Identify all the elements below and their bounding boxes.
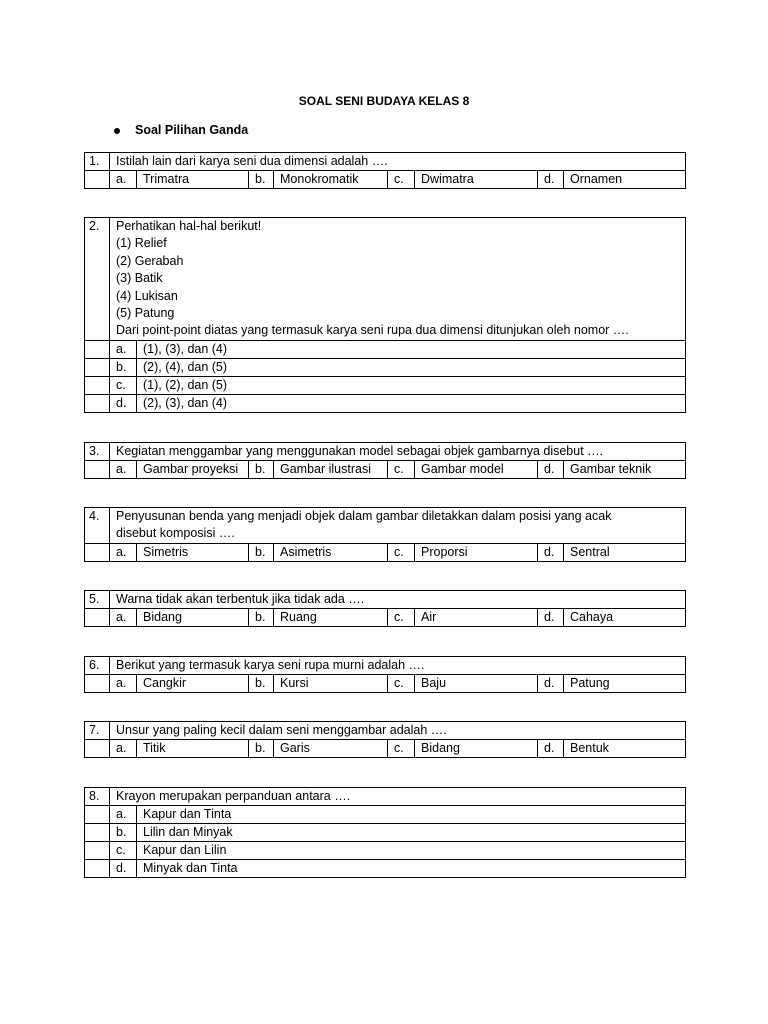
question-text: Penyusunan benda yang menjadi objek dalam gambar diletakkan dalam posisi yang acak disebut komposisi ….	[110, 508, 686, 544]
option-text: Bidang	[415, 740, 538, 758]
question-6	[84, 656, 686, 693]
option-letter: b.	[249, 461, 274, 479]
question-8	[84, 787, 686, 878]
question-number: 5.	[85, 591, 110, 609]
question-number: 7.	[85, 722, 110, 740]
option-text: Titik	[137, 740, 249, 758]
question-text-line: Perhatikan hal-hal berikut!	[116, 219, 262, 233]
option-text: Cangkir	[137, 675, 249, 693]
option-text: Minyak dan Tinta	[137, 860, 686, 878]
option-letter: a.	[110, 609, 137, 627]
option-letter: d.	[110, 394, 137, 412]
option-text: (1), (3), dan (4)	[137, 340, 686, 358]
option-text: Garis	[274, 740, 388, 758]
option-text: Bidang	[137, 609, 249, 627]
question-1	[84, 152, 686, 189]
option-text: (2), (4), dan (5)	[137, 358, 686, 376]
question-number: 4.	[85, 508, 110, 544]
option-letter: a.	[110, 171, 137, 189]
option-letter: c.	[388, 543, 415, 561]
question-text-line: (2) Gerabah	[116, 253, 184, 268]
question-number: 8.	[85, 788, 110, 806]
option-letter: b.	[249, 740, 274, 758]
question-text-line: Dari point-point diatas yang termasuk karya seni rupa dua dimensi ditunjukan oleh nomor ….	[116, 323, 629, 338]
option-text: Lilin dan Minyak	[137, 824, 686, 842]
option-letter: d.	[538, 171, 564, 189]
question-text-line: (4) Lukisan	[116, 288, 178, 303]
question-text-line: (5) Patung	[116, 306, 175, 321]
option-letter: b.	[110, 824, 137, 842]
question-text-line: (1) Relief	[116, 236, 167, 251]
bullet-icon	[114, 128, 120, 134]
section-heading	[113, 123, 248, 137]
option-letter: b.	[249, 675, 274, 693]
question-7	[84, 721, 686, 758]
option-text: Sentral	[564, 543, 686, 561]
option-letter: c.	[388, 171, 415, 189]
question-text: Unsur yang paling kecil dalam seni menggambar adalah ….	[110, 722, 686, 740]
option-letter: d.	[538, 740, 564, 758]
option-text: Simetris	[137, 543, 249, 561]
option-text: Asimetris	[274, 543, 388, 561]
option-text: Air	[415, 609, 538, 627]
question-text	[110, 218, 686, 341]
question-text-line: (3) Batik	[116, 271, 163, 286]
option-letter: a.	[110, 543, 137, 561]
option-letter: d.	[538, 543, 564, 561]
option-text: (2), (3), dan (4)	[137, 394, 686, 412]
option-text: Trimatra	[137, 171, 249, 189]
question-text: Warna tidak akan terbentuk jika tidak ada ….	[110, 591, 686, 609]
option-letter: a.	[110, 675, 137, 693]
option-letter: d.	[538, 675, 564, 693]
option-letter: a.	[110, 806, 137, 824]
option-letter: c.	[388, 461, 415, 479]
question-3	[84, 442, 686, 479]
option-text: Ruang	[274, 609, 388, 627]
question-number: 1.	[85, 153, 110, 171]
question-4	[84, 507, 686, 562]
option-text: Bentuk	[564, 740, 686, 758]
option-text: Kapur dan Lilin	[137, 842, 686, 860]
option-text: Patung	[564, 675, 686, 693]
option-text: Proporsi	[415, 543, 538, 561]
option-text: Kursi	[274, 675, 388, 693]
option-text: Gambar proyeksi	[137, 461, 249, 479]
option-letter: c.	[388, 740, 415, 758]
option-letter: b.	[249, 609, 274, 627]
option-text: Cahaya	[564, 609, 686, 627]
option-letter: a.	[110, 340, 137, 358]
option-letter: b.	[249, 171, 274, 189]
option-letter: b.	[249, 543, 274, 561]
option-letter: c.	[388, 609, 415, 627]
question-number: 6.	[85, 657, 110, 675]
question-text: Berikut yang termasuk karya seni rupa murni adalah ….	[110, 657, 686, 675]
question-text: Istilah lain dari karya seni dua dimensi adalah ….	[110, 153, 686, 171]
option-letter: a.	[110, 461, 137, 479]
option-text: Monokromatik	[274, 171, 388, 189]
question-number: 2.	[85, 218, 110, 341]
option-text: Kapur dan Tinta	[137, 806, 686, 824]
option-letter: a.	[110, 740, 137, 758]
option-text: Gambar ilustrasi	[274, 461, 388, 479]
question-text: Kegiatan menggambar yang menggunakan model sebagai objek gambarnya disebut ….	[110, 443, 686, 461]
option-text: Baju	[415, 675, 538, 693]
document-title: SOAL SENI BUDAYA KELAS 8	[298, 94, 470, 108]
option-text: (1), (2), dan (5)	[137, 376, 686, 394]
question-number: 3.	[85, 443, 110, 461]
question-2	[84, 217, 686, 413]
option-letter: d.	[538, 461, 564, 479]
option-text: Gambar model	[415, 461, 538, 479]
option-letter: d.	[110, 860, 137, 878]
option-letter: c.	[110, 842, 137, 860]
option-letter: d.	[538, 609, 564, 627]
section-heading-text: Soal Pilihan Ganda	[135, 123, 249, 137]
option-text: Dwimatra	[415, 171, 538, 189]
option-letter: c.	[110, 376, 137, 394]
question-5	[84, 590, 686, 627]
option-letter: b.	[110, 358, 137, 376]
option-text: Gambar teknik	[564, 461, 686, 479]
option-text: Ornamen	[564, 171, 686, 189]
question-text: Krayon merupakan perpanduan antara ….	[110, 788, 686, 806]
option-letter: c.	[388, 675, 415, 693]
